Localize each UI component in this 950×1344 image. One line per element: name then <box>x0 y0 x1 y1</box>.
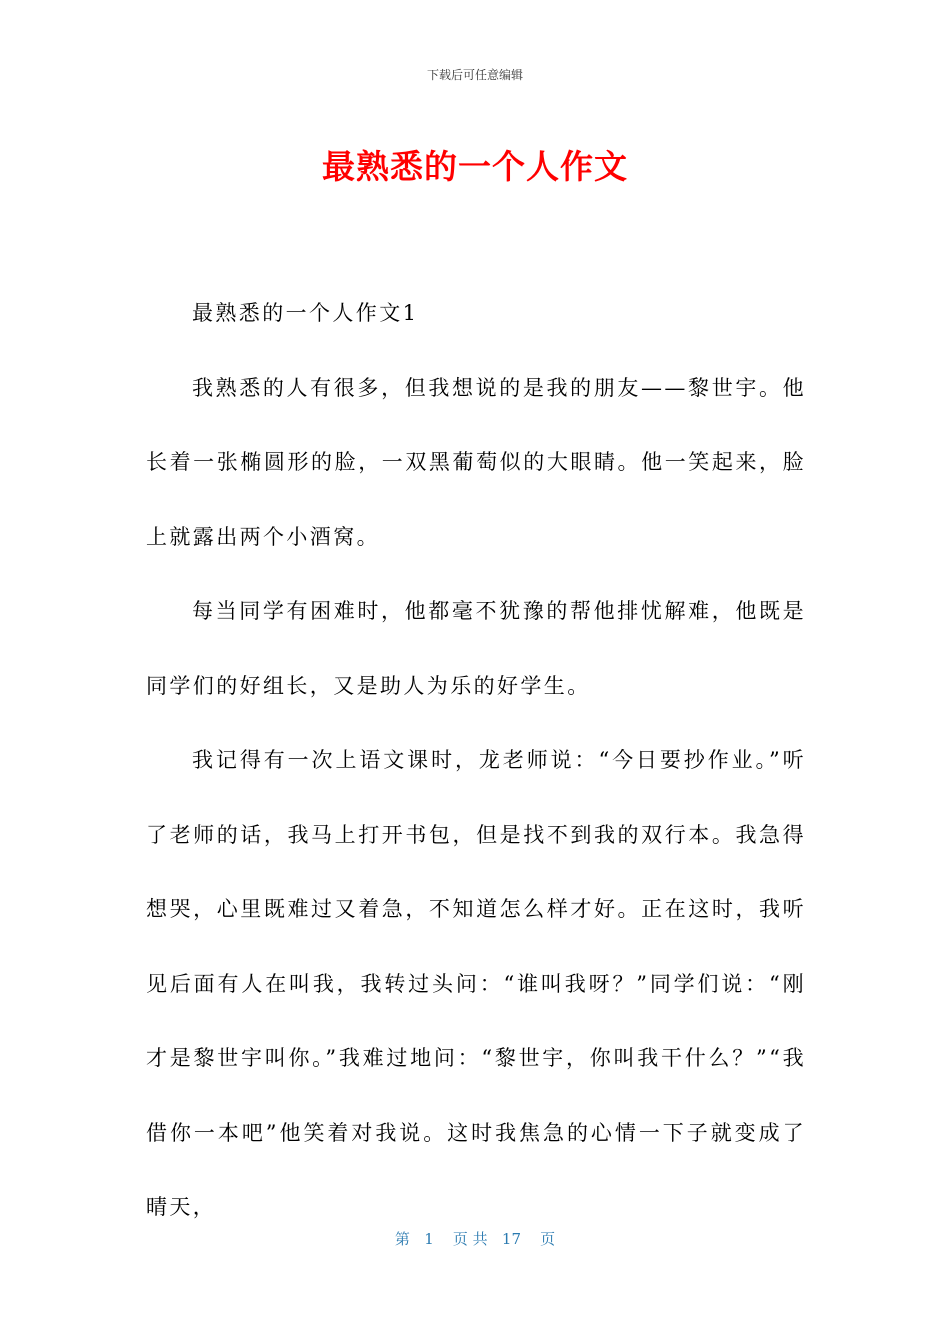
paragraph-3: 我记得有一次上语文课时，龙老师说：“今日要抄作业。”听了老师的话，我马上打开书包，但是找不到我的双行本。我急得想哭，心里既难过又着急，不知道怎么样才好。正在这时，我听见后面有人在叫我，我转过头问：“谁叫我呀？”同学们说：“刚才是黎世宇叫你。”我难过地问：“黎世宇，你叫我干什么？”“我借你一本吧”他笑着对我说。这时我焦急的心情一下子就变成了晴天， <box>146 748 806 1219</box>
paragraph-2: 每当同学有困难时，他都毫不犹豫的帮他排忧解难，他既是同学们的好组长，又是助人为乐的好学生。 <box>146 599 806 698</box>
document-title: 最熟悉的一个人作文 <box>322 147 628 186</box>
page-number-footer: 第 1 页 共 17 页 <box>394 1230 556 1248</box>
paragraph-1: 我熟悉的人有很多，但我想说的是我的朋友——黎世宇。他长着一张椭圆形的脸，一双黑葡萄似的大眼睛。他一笑起来，脸上就露出两个小酒窝。 <box>146 375 806 549</box>
document-body <box>146 276 806 1245</box>
header-note: 下载后可任意编辑 <box>426 68 523 82</box>
essay-subtitle: 最熟悉的一个人作文1 <box>192 301 419 325</box>
